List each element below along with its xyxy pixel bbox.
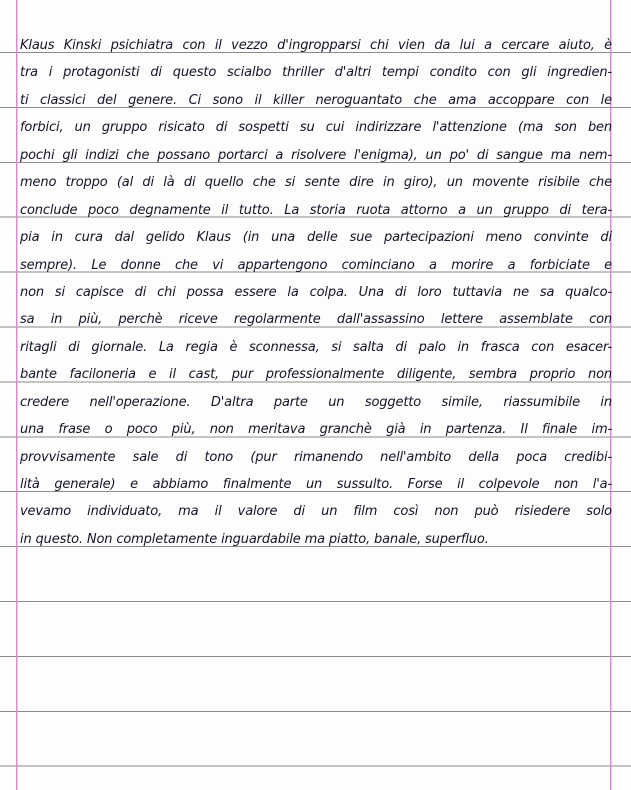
text-line: vevamo individuato, ma il valore di un film così non può risiedere solo: [20, 504, 612, 520]
text-line: sa in più, perchè riceve regolarmente dall'assassino lettere assemblate con: [20, 312, 612, 328]
text-line: non si capisce di chi possa essere la colpa. Una di loro tuttavia ne sa qualco-: [20, 284, 612, 300]
text-line: lità generale) e abbiamo finalmente un sussulto. Forse il colpevole non l'a-: [20, 477, 612, 492]
text-line: in questo. Non completamente inguardabile ma piatto, banale, superfluo.: [20, 531, 489, 547]
text-line: meno troppo (al di là di quello che si sente dire in giro), un movente risibile che: [20, 175, 612, 191]
text-line: sempre). Le donne che vi appartengono cominciano a morire a forbiciate e: [20, 257, 612, 273]
text-line: tra i protagonisti di questo scialbo thriller d'altri tempi condito con gli ingredien-: [20, 65, 612, 81]
text-line: credere nell'operazione. D'altra parte un soggetto simile, riassumibile in: [20, 394, 612, 410]
text-line: ritagli di giornale. La regia è sconnessa, si salta di palo in frasca con esacer-: [20, 339, 612, 355]
text-line: bante faciloneria e il cast, pur professionalmente diligente, sembra proprio non: [20, 367, 612, 383]
text-line: una frase o poco più, non meritava granchè già in partenza. Il finale im-: [20, 422, 612, 438]
text-line: forbici, un gruppo risicato di sospetti su cui indirizzare l'attenzione (ma son ben: [20, 120, 612, 136]
text-line: Klaus Kinski psichiatra con il vezzo d'ingropparsi chi vien da lui a cercare aiuto, è: [20, 38, 612, 53]
text-line: pia in cura dal gelido Klaus (in una delle sue partecipazioni meno convinte di: [20, 230, 612, 246]
text-line: ti classici del genere. Ci sono il killer neroguantato che ama accoppare con le: [20, 92, 612, 108]
handwritten-text: [20, 32, 612, 553]
text-line: provvisamente sale di tono (pur rimanendo nell'ambito della poca credibi-: [20, 449, 612, 465]
text-line: conclude poco degnamente il tutto. La storia ruota attorno a un gruppo di tera-: [20, 202, 612, 218]
text-line: pochi gli indizi che possano portarci a risolvere l'enigma), un po' di sangue ma nem-: [20, 147, 612, 163]
